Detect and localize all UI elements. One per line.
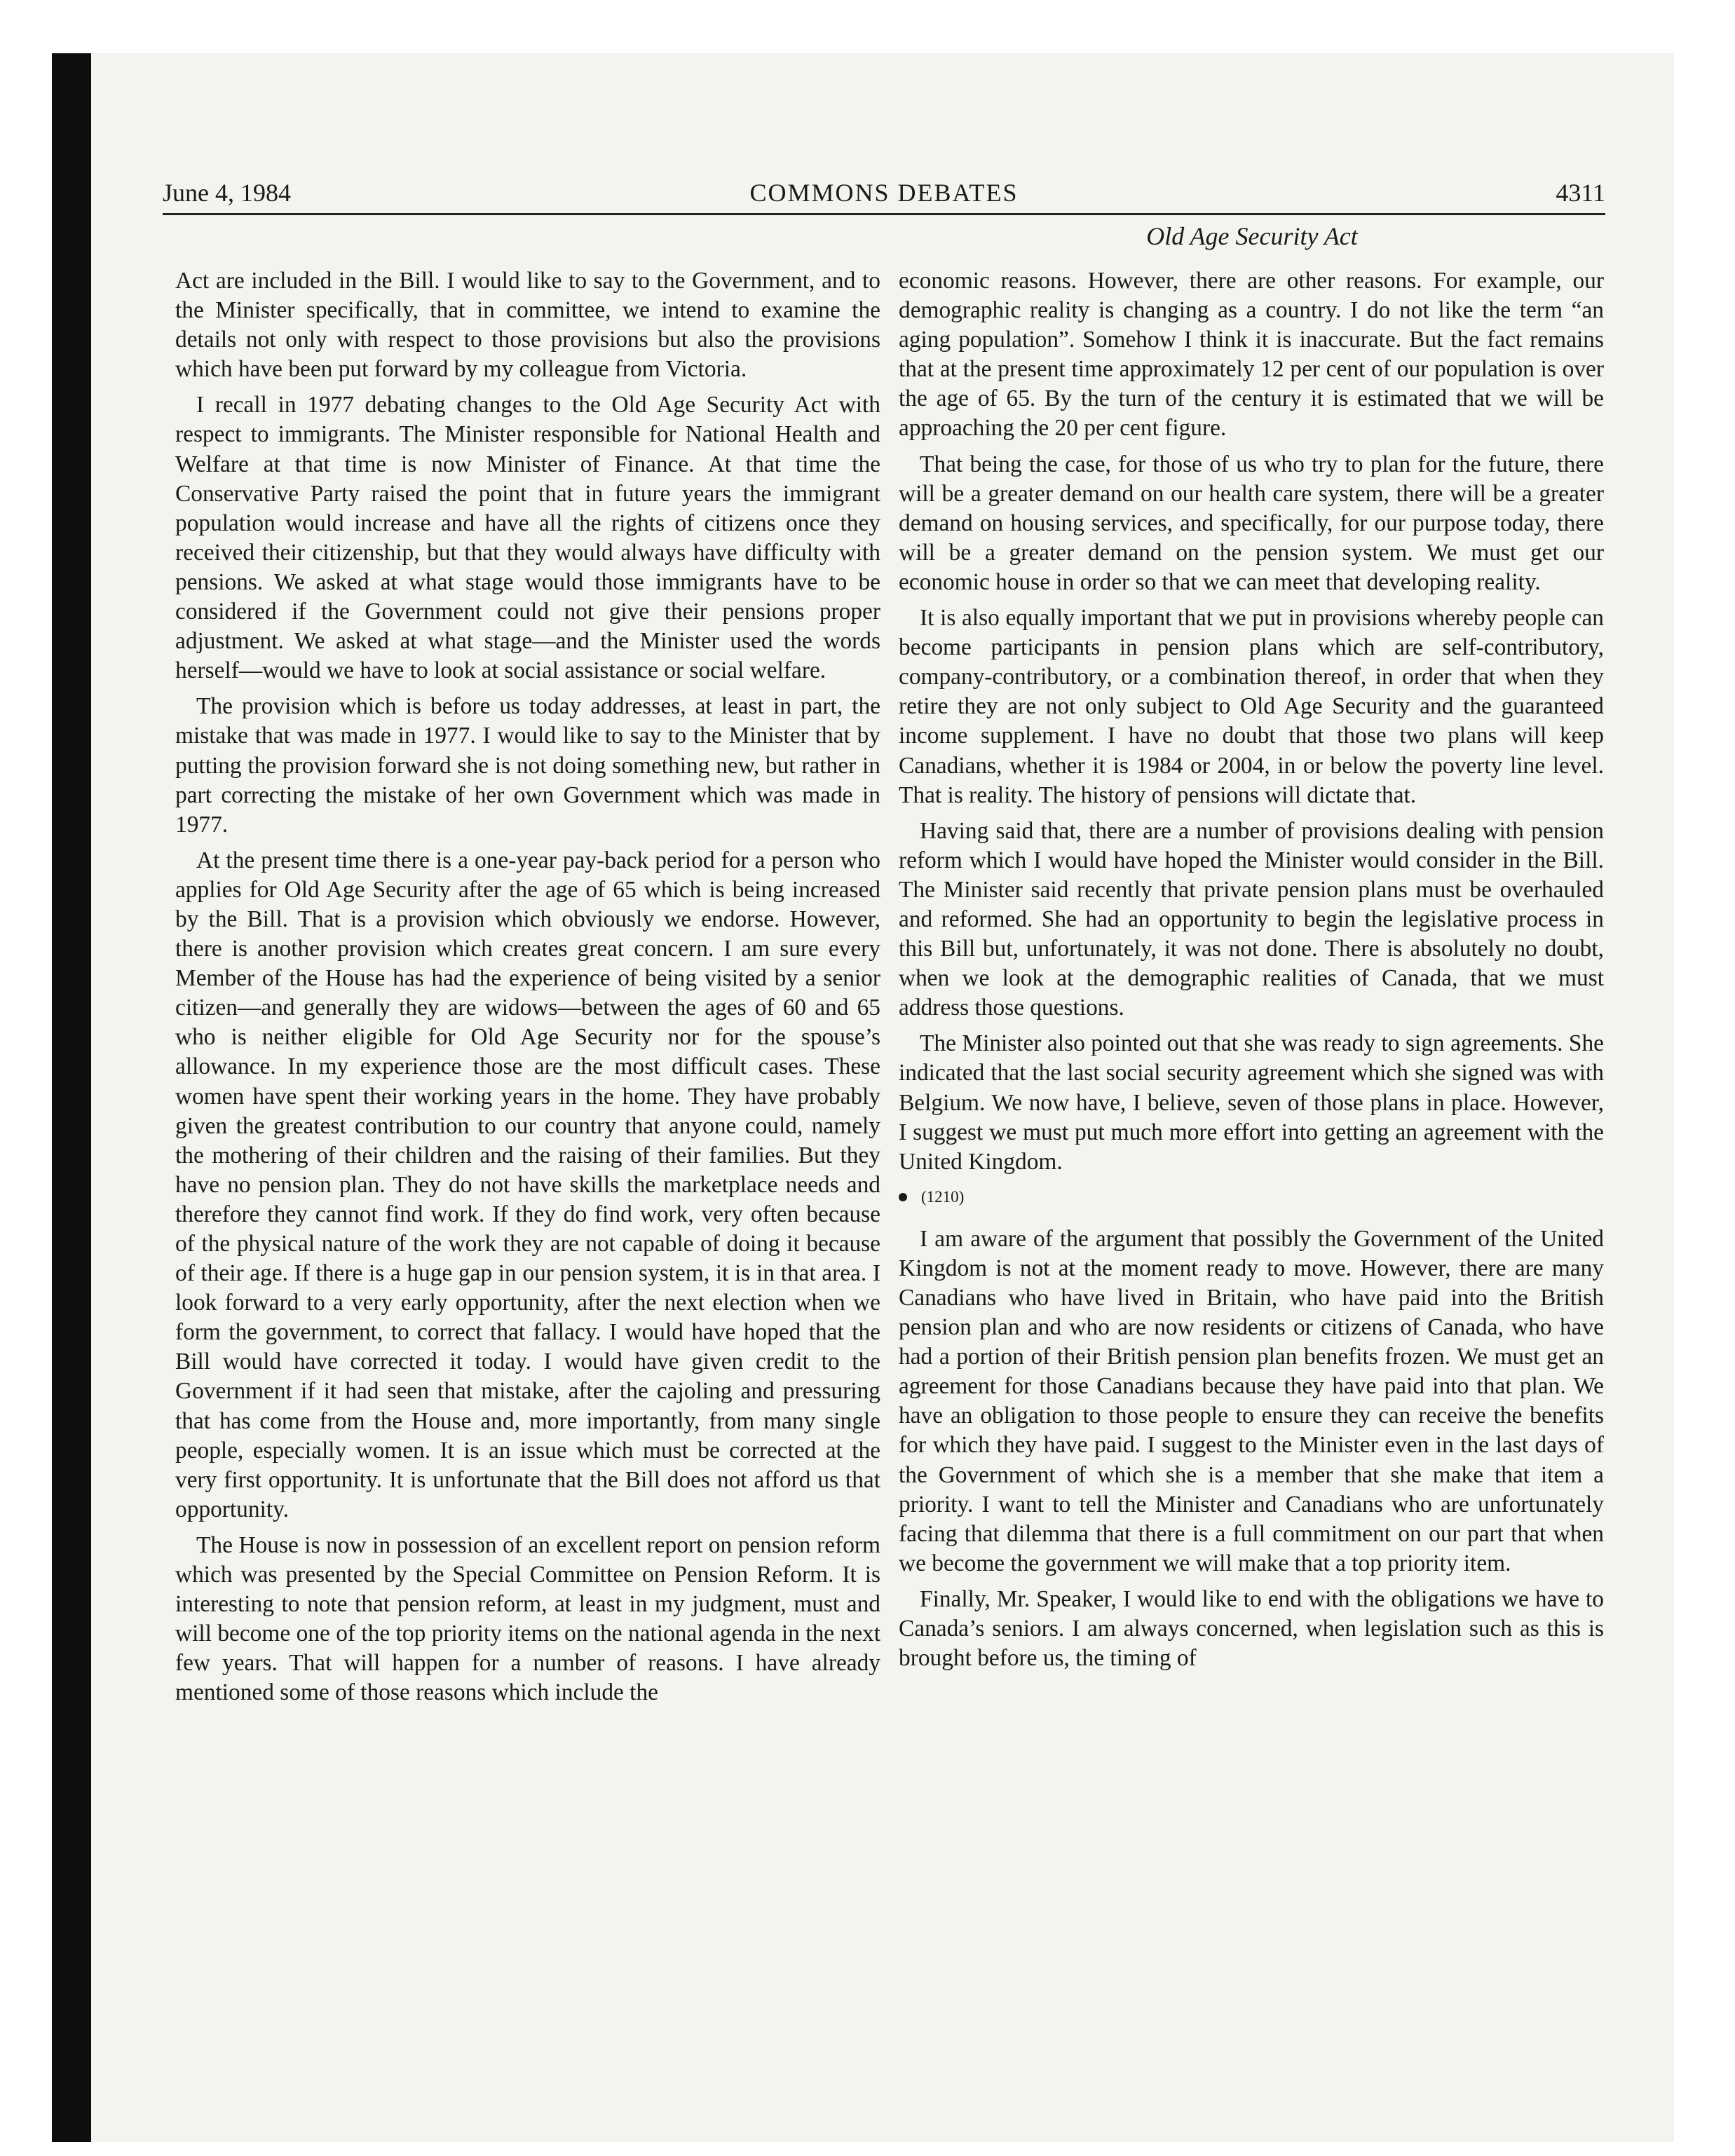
paragraph: Finally, Mr. Speaker, I would like to end with the obligations we have to Canada’s seniors. I am always concerned, when legislation such as this is brought before us, the timing of [899,1585,1604,1672]
bullet-dot-icon [899,1193,907,1201]
paragraph: I recall in 1977 debating changes to the Old Age Security Act with respect to immigrants. The Minister responsible for National Health and Welfare at that time is now Minister of Finance. At that time the Conservative Party raised the point that in future years the immigrant population would increase and have all the rights of citizens once they received their citizenship, but that they would always have difficulty with pensions. We asked at what stage would those immigrants have to be considered if the Government could not give their pensions proper adjustment. We asked at what stage—and the Minister used the words herself—would we have to look at social assistance or social welfare. [175,392,880,684]
paragraph: That being the case, for those of us who try to plan for the future, there will be a greater demand on our health care system, there will be a greater demand on housing services, and specifically, for our purpose today, there will be a greater demand on the pension system. We must get our economic house in order so that we can meet that developing reality. [899,451,1604,595]
paragraph: It is also equally important that we put in provisions whereby people can become participants in pension plans which are self-contributory, company-contributory, or a combination thereof, in order that when they retire they are not only subject to Old Age Security and the guaranteed income supplement. I have no doubt that those two plans will keep Canadians, whether it is 1984 or 2004, in or below the poverty line level. That is reality. The history of pensions will dictate that. [899,605,1604,808]
header-page-number: 4311 [1556,179,1605,207]
right-column [899,266,1604,1679]
paragraph: Having said that, there are a number of provisions dealing with pension reform which I would have hoped the Minister would consider in the Bill. The Minister said recently that private pension plans must be overhauled and reformed. She had an opportunity to begin the legislative process in this Bill but, unfortunately, it was not done. There is absolutely no doubt, when we look at the demographic realities of Canada, that we must address those questions. [899,817,1604,1021]
paragraph: I am aware of the argument that possibly the Government of the United Kingdom is not at the moment ready to move. However, there are many Canadians who have lived in Britain, who have paid into the British pension plan and who are now residents or citizens of Canada, who have had a portion of their British pension plan benefits frozen. We must get an agreement for those Canadians because they have paid into that plan. We have an obligation to those people to ensure they can receive the benefits for which they have paid. I suggest to the Minister even in the last days of the Government of which she is a member that she make that item a priority. I want to tell the Minister and Canadians who are unfortunately facing that dilemma that there is a full commitment on our part that when we become the government we will make that a top priority item. [899,1225,1604,1576]
header-journal-title: COMMONS DEBATES [749,179,1019,207]
page-header [163,170,1605,215]
paragraph: Act are included in the Bill. I would like to say to the Government, and to the Minister specifically, that in committee, we intend to examine the details not only with respect to those provisions but also the provisions which have been put forward by my colleague from Victoria. [175,268,880,383]
running-title: Old Age Security Act [1146,222,1358,250]
paragraph: The provision which is before us today addresses, at least in part, the mistake that was made in 1977. I would like to say to the Minister that by putting the provision forward she is not doing something new, but rather in part correcting the mistake of her own Government which was made in 1977. [175,693,880,838]
paragraph: economic reasons. However, there are other reasons. For example, our demographic reality is changing as a country. I do not like the term “an aging population”. Somehow I think it is inaccurate. But the fact remains that at the present time approximately 12 per cent of our population is over the age of 65. By the turn of the century it is estimated that we will be approaching the 20 per cent figure. [899,268,1604,442]
time-marker [899,1187,1604,1208]
scan-edge-bar [52,53,91,2142]
paragraph: The Minister also pointed out that she was ready to sign agreements. She indicated that the last social security agreement which she signed was with Belgium. We now have, I believe, seven of those plans in place. However, I suggest we must put much more effort into getting an agreement with the United Kingdom. [899,1030,1604,1175]
header-date: June 4, 1984 [163,179,291,207]
paragraph: The House is now in possession of an excellent report on pension reform which was presented by the Special Committee on Pension Reform. It is interesting to note that pension reform, at least in my judgment, must and will become one of the top priority items on the national agenda in the next few years. That will happen for a number of reasons. I have already mentioned some of those reasons which include the [175,1531,880,1706]
paragraph: At the present time there is a one-year pay-back period for a person who applies for Old Age Security after the age of 65 which is being increased by the Bill. That is a provision which obviously we endorse. However, there is another provision which creates great concern. I am sure every Member of the House has had the experience of being visited by a senior citizen—and generally they are widows—between the ages of 60 and 65 who is neither eligible for Old Age Security nor for the spouse’s allowance. In my experience those are the most difficult cases. These women have spent their working years in the home. They have probably given the greatest contribution to our country that anyone could, namely the mothering of their children and the raising of their families. But they have no pension plan. They do not have skills the marketplace needs and therefore they cannot find work. If they do find work, very often because of the physical nature of the work they are not capable of doing it because of their age. If there is a huge gap in our pension system, it is in that area. I look forward to a very early opportunity, after the next election when we form the government, to correct that fallacy. I would have hoped that the Bill would have corrected it today. I would have given credit to the Government if it had seen that mistake, after the cajoling and pressuring that has come from the House and, more importantly, from many single people, especially women. It is an issue which must be corrected at the very first opportunity. It is unfortunate that the Bill does not afford us that opportunity. [175,847,880,1522]
left-column [175,266,880,1714]
time-marker-label: (1210) [921,1187,965,1206]
